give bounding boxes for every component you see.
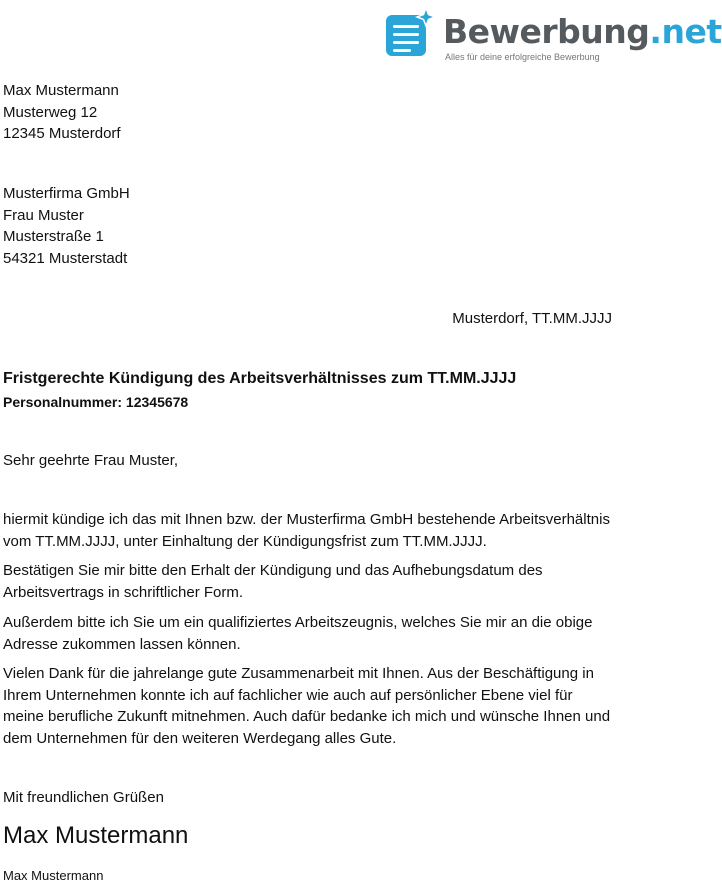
recipient-street: Musterstraße 1 bbox=[3, 228, 104, 245]
paragraph-line: vom TT.MM.JJJJ, unter Einhaltung der Kündigungsfrist zum TT.MM.JJJJ. bbox=[3, 532, 487, 550]
paragraph-line: Vielen Dank für die jahrelange gute Zusammenarbeit mit Ihnen. Aus der Beschäftigung in bbox=[3, 665, 594, 682]
sender-street: Musterweg 12 bbox=[3, 103, 98, 121]
personnel-number: Personalnummer: 12345678 bbox=[3, 394, 189, 410]
closing-text: Mit freundlichen Grüßen bbox=[3, 789, 164, 806]
sender-address bbox=[3, 80, 121, 145]
brand-logo[interactable] bbox=[385, 6, 722, 66]
body-paragraph-2 bbox=[3, 560, 543, 603]
paragraph-line: Bestätigen Sie mir bitte den Erhalt der Kündigung und das Aufhebungsdatum des bbox=[3, 562, 543, 579]
recipient-address bbox=[3, 183, 130, 269]
letter-subject: Fristgerechte Kündigung des Arbeitsverhältnisses zum TT.MM.JJJJ bbox=[3, 370, 517, 387]
closing bbox=[3, 787, 164, 809]
body-paragraph-1 bbox=[3, 509, 610, 552]
document-sparkle-icon bbox=[385, 6, 437, 58]
body-paragraph-4 bbox=[3, 663, 610, 749]
sender-name: Max Mustermann bbox=[3, 82, 119, 99]
recipient-company: Musterfirma GmbH bbox=[3, 185, 130, 202]
paragraph-line: Adresse zukommen lassen können. bbox=[3, 635, 241, 653]
salutation-text: Sehr geehrte Frau Muster, bbox=[3, 452, 179, 469]
letter-date: Musterdorf, TT.MM.JJJJ bbox=[452, 310, 612, 327]
brand-main: Bewerbung bbox=[443, 12, 650, 51]
paragraph-line: Arbeitsvertrags in schriftlicher Form. bbox=[3, 583, 244, 601]
signature-printed-name: Max Mustermann bbox=[3, 868, 104, 883]
paragraph-line: Ihrem Unternehmen konnte ich auf fachlicher wie auch auf persönlicher Ebene viel für bbox=[3, 686, 573, 704]
recipient-contact: Frau Muster bbox=[3, 206, 84, 224]
paragraph-line: Außerdem bitte ich Sie um ein qualifiziertes Arbeitszeugnis, welches Sie mir an die obige bbox=[3, 614, 593, 631]
sender-city: 12345 Musterdorf bbox=[3, 125, 121, 142]
brand-tagline: Alles für deine erfolgreiche Bewerbung bbox=[445, 52, 600, 62]
recipient-city: 54321 Musterstadt bbox=[3, 249, 128, 267]
paragraph-line: dem Unternehmen für den weiteren Werdegang alles Gute. bbox=[3, 729, 397, 747]
paragraph-line: meine berufliche Zukunft mitnehmen. Auch dafür bedanke ich mich und wünsche Ihnen und bbox=[3, 708, 611, 725]
brand-name bbox=[443, 14, 722, 50]
signature: Max Mustermann bbox=[3, 822, 189, 849]
salutation bbox=[3, 450, 178, 472]
paragraph-line: hiermit kündige ich das mit Ihnen bzw. der Musterfirma GmbH bestehende Arbeitsverhältnis bbox=[3, 511, 610, 528]
brand-tld: .net bbox=[649, 12, 722, 51]
body-paragraph-3 bbox=[3, 612, 592, 655]
